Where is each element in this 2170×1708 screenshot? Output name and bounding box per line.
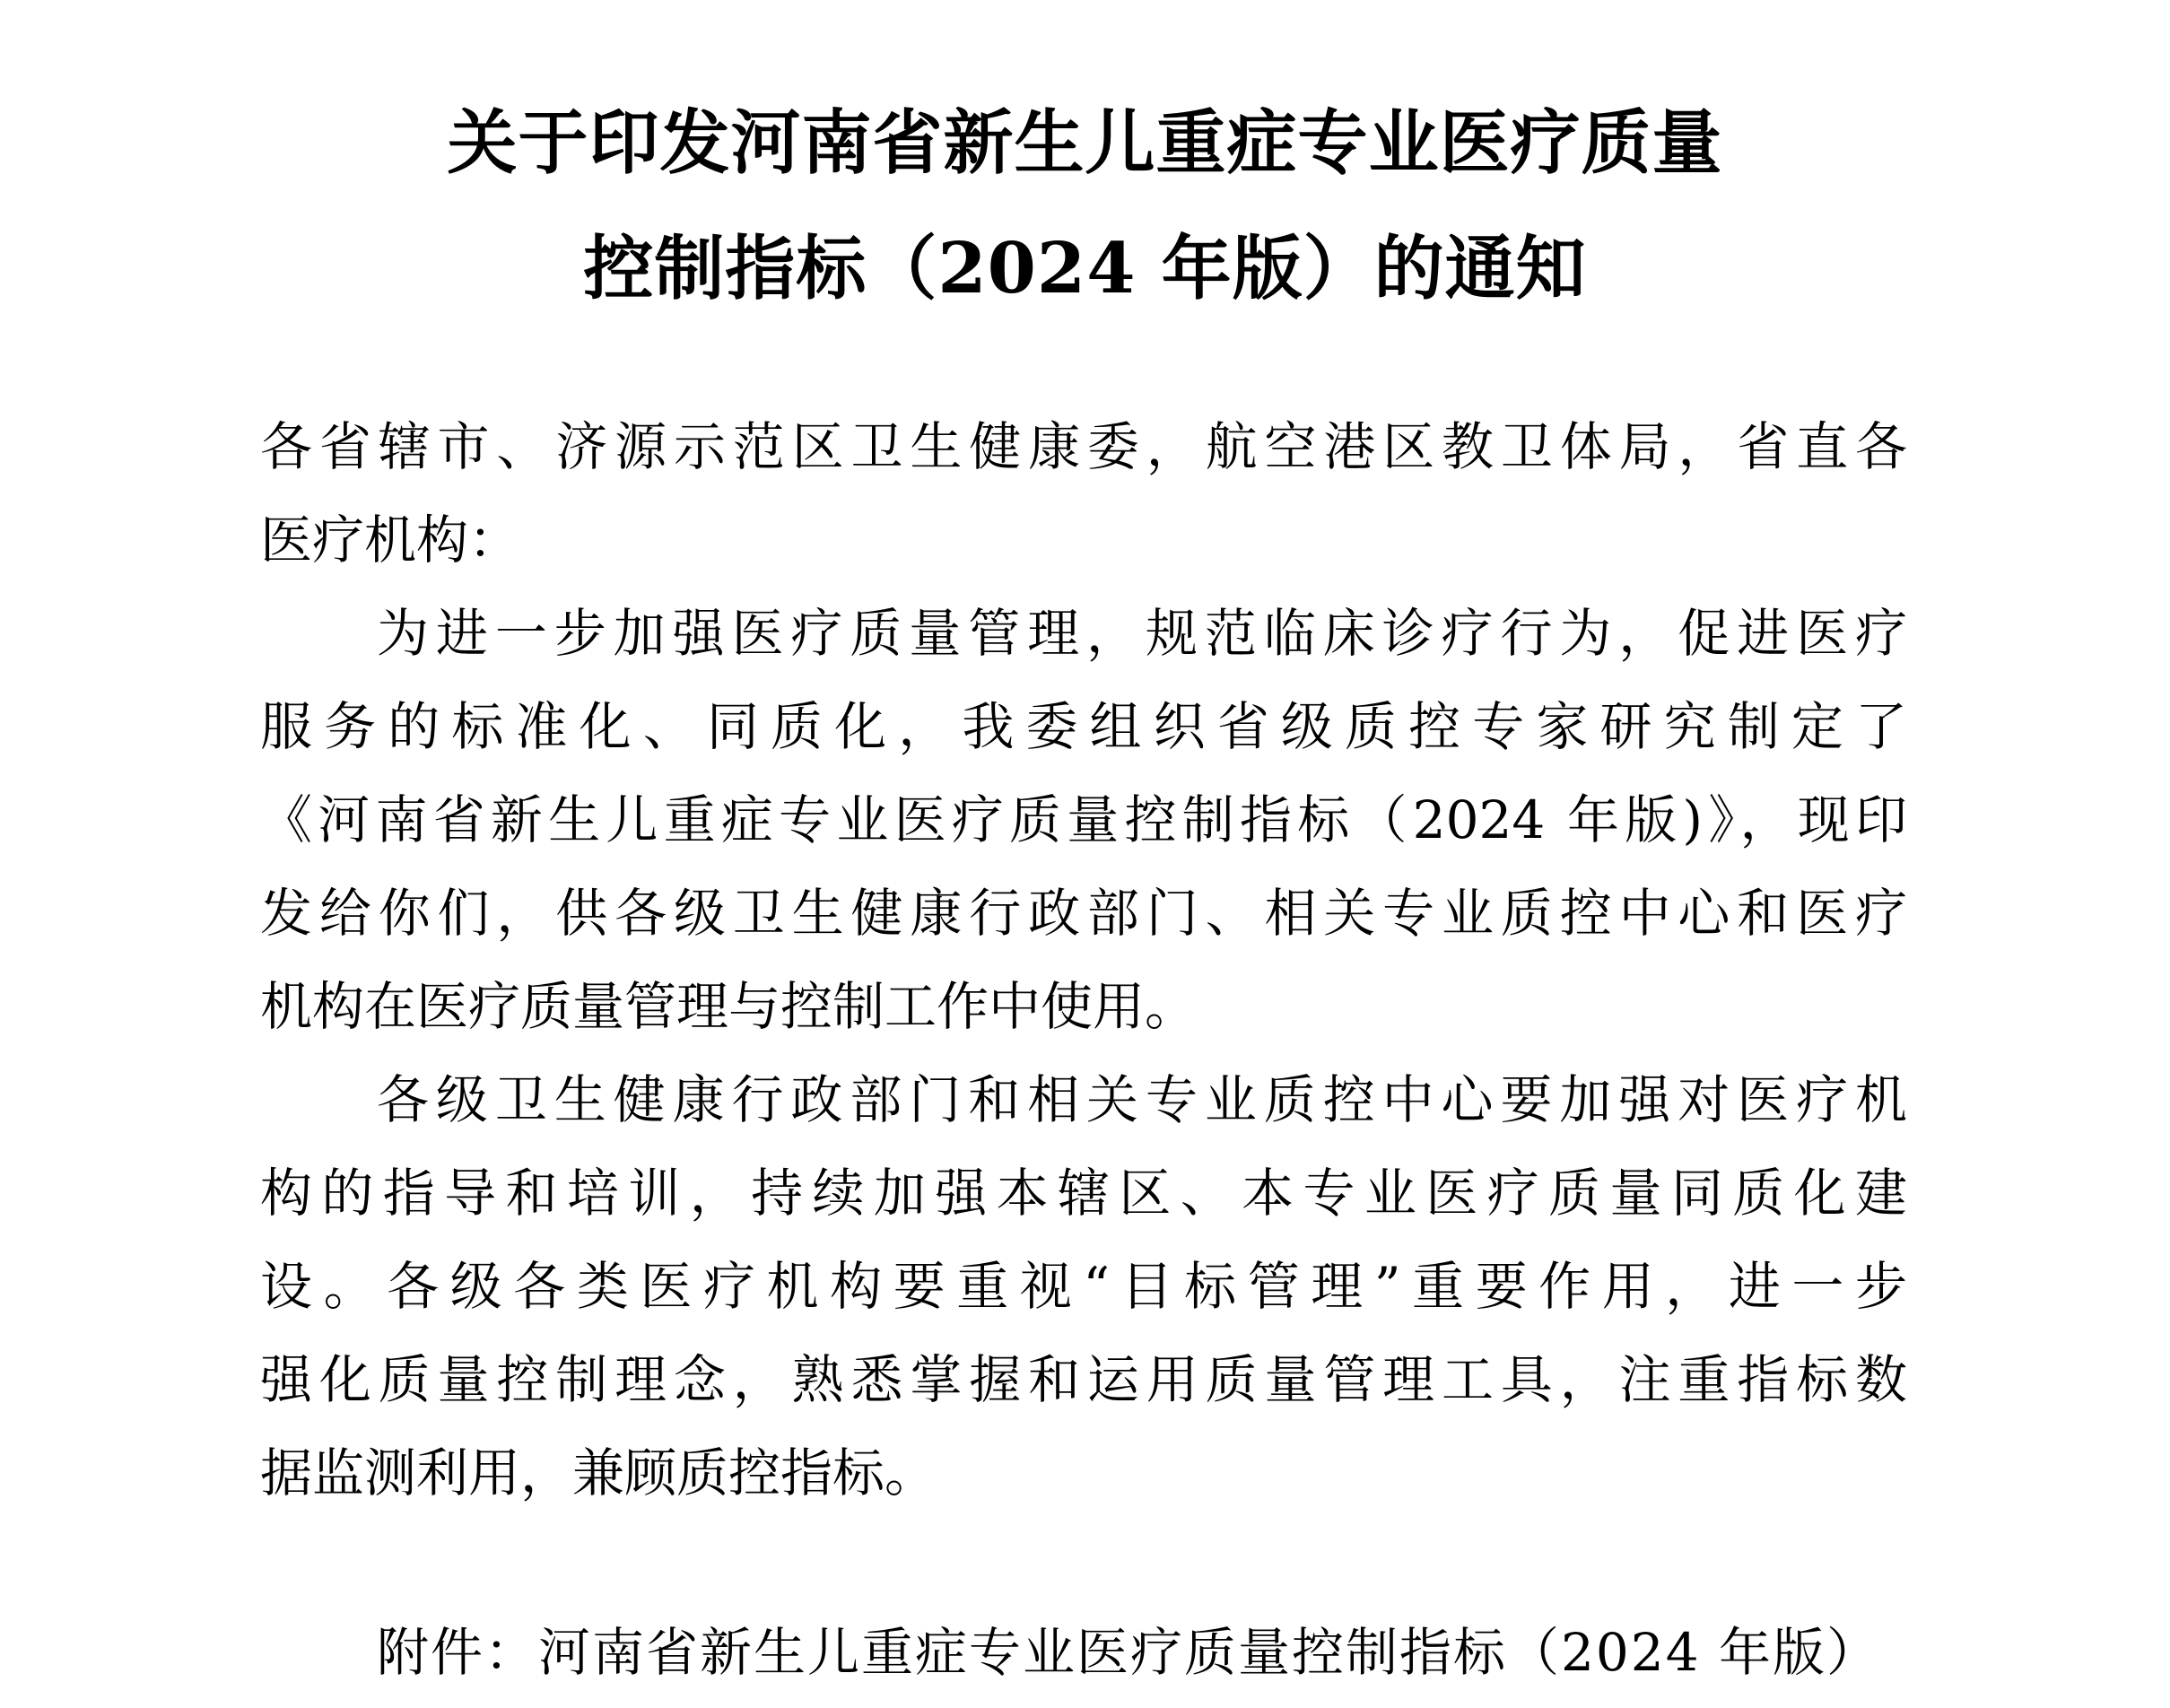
paragraph-1-line-5: 机构在医疗质量管理与控制工作中使用。	[260, 976, 1198, 1037]
paragraph-2-line-3: 设。各级各类医疗机构要重视“目标管理”重要作用，进一步	[260, 1256, 1907, 1317]
paragraph-2-line-4: 强化质量控制理念，熟悉掌握和运用质量管理工具，注重指标数	[260, 1349, 1907, 1410]
attachment-line: 附件：河南省新生儿重症专业医疗质量控制指标（2024 年版）	[377, 1622, 1881, 1683]
paragraph-1-line-4: 发给你们，供各级卫生健康行政部门、相关专业质控中心和医疗	[260, 883, 1907, 944]
paragraph-2-line-2: 构的指导和培训，持续加强本辖区、本专业医疗质量同质化建	[260, 1163, 1907, 1224]
paragraph-1-line-1: 为进一步加强医疗质量管理，规范临床诊疗行为，促进医疗	[377, 603, 1907, 664]
document-title-line-1: 关于印发河南省新生儿重症专业医疗质量	[447, 102, 1723, 184]
paragraph-1-line-3: 《河南省新生儿重症专业医疗质量控制指标（2024 年版)》，现印	[260, 789, 1907, 850]
paragraph-2-line-5: 据监测利用，兼顾质控指标。	[260, 1442, 937, 1503]
document-title-line-2: 控制指标（2024 年版）的通知	[583, 228, 1587, 309]
salutation-line-1: 各省辖市、济源示范区卫生健康委，航空港区教卫体局，省直各	[260, 416, 1907, 477]
paragraph-1-line-2: 服务的标准化、同质化，我委组织省级质控专家研究制定了	[260, 696, 1907, 757]
salutation-line-2: 医疗机构：	[260, 510, 521, 571]
paragraph-2-line-1: 各级卫生健康行政部门和相关专业质控中心要加强对医疗机	[377, 1069, 1907, 1130]
